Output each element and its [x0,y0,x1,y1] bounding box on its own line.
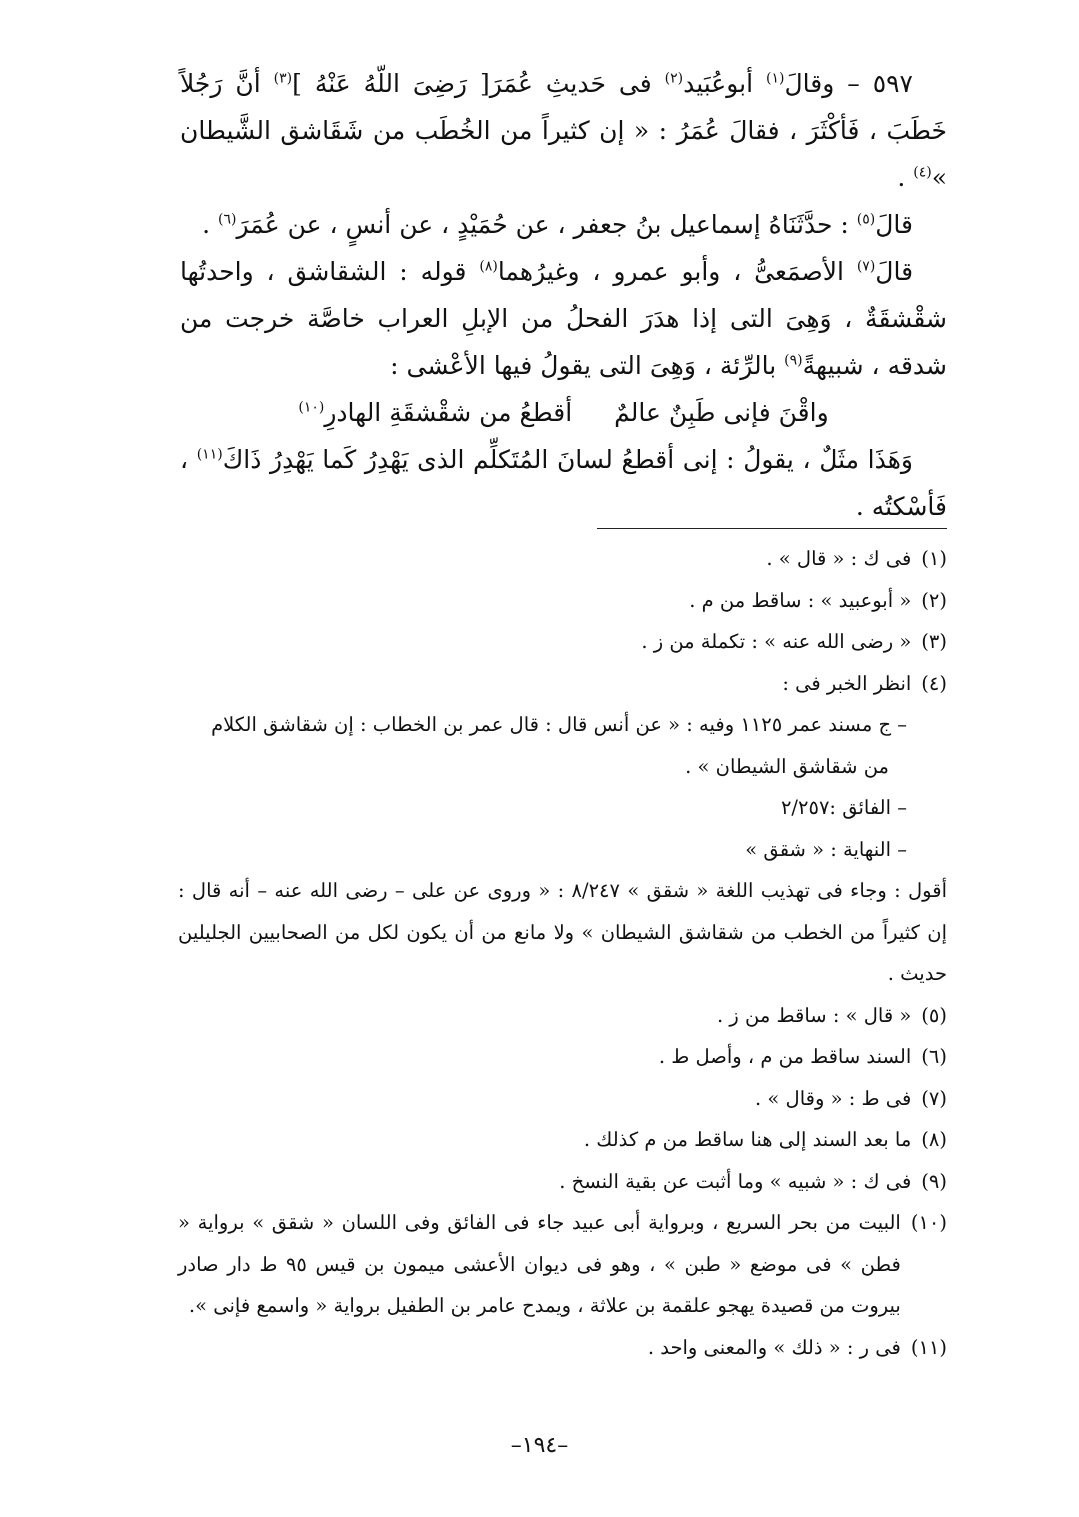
footnote-number: (٦) [921,1045,947,1068]
footnote-number: (١٠) [910,1211,947,1234]
isnad-paragraph [180,201,947,248]
footnote-text: « رضى الله عنه » : تكملة من ز . [641,630,912,653]
footnote-ref: (٧) [856,258,876,275]
footnote-11 [178,1327,947,1369]
footnote-number: (١) [921,547,947,570]
footnote-4-source-faiq: – الفائق :٢/٢٥٧ [780,796,907,819]
text-run: ٥٩٧ – وقالَ [784,69,913,98]
text-run: وَهَذَا مثَلٌ ، يقولُ : إنى أقطعُ لسانَ المُتَكلِّم الذى يَهْدِرُ كَما يَهْدِرُ ذَاكَ [222,445,914,474]
verse-second-hemistich-wrap [298,389,572,436]
footnote-4-source-nihaya: – النهاية : « شقق » [745,837,907,861]
footnote-ref: (١١) [196,446,223,463]
text-run: فى حَديثِ عُمَرَ[ رَضِىَ اللّهُ عَنْهُ ] [292,69,665,98]
footnote-number: (٥) [921,1003,947,1027]
footnote-number: (٧) [921,1086,947,1110]
verse-first-hemistich: واقْنَ فإنى طَبِنٌ عالمٌ [614,398,829,427]
footnote-number: (٢) [921,588,947,612]
footnote-ref: (٢) [664,70,684,87]
footnote-text: « قال » : ساقط من ز . [717,1003,912,1027]
footnote-number: (٩) [921,1169,947,1193]
commentary-paragraph [180,248,947,389]
footnote-1 [178,538,947,580]
footnote-ref: (٥) [856,211,876,228]
footnote-4 [178,663,947,705]
text-run: أبوعُبَيد [683,69,766,98]
footnote-6 [178,1036,947,1078]
text-run: قالَ [875,257,914,286]
footnote-7 [178,1078,947,1120]
text-run: قالَ [875,210,913,239]
footnote-ref: (٦) [217,211,237,228]
footnotes [178,538,947,1368]
footnote-4-source-musnad: – ج مسند عمر ١١٢٥ وفيه : « عن أنس قال : قال عمر بن الخطاب : إن شقاشق الكلام [211,713,907,736]
verse-second-hemistich: أقطعُ من شقْشقَةِ الهادرِ [324,398,573,427]
footnote-ref: (١٠) [298,399,325,416]
main-text [180,60,947,530]
footnote-text: البيت من بحر السريع ، وبرواية أبى عبيد جاء فى الفائق وفى اللسان « شقق » برواية « فطن » فى موضع « طبن » ، وهو فى ديوان الأعشى ميمون بن قيس ٩٥ ط دار صادر بيروت من قصيدة يهجو علقمة بن علاثة ، ويمدح عامر بن الطفيل برواية « واسمع فإنى ». [178,1211,901,1317]
text-run: . [202,210,218,239]
page-number: –١٩٤– [510,1433,569,1458]
text-run: بالرِّئة ، وَهِىَ التى يقولُ فيها الأعْشى : [390,351,785,380]
footnote-4-source-musnad-cont: من شقاشق الشيطان » . [685,754,889,778]
footnote-4-remark: أقول : وجاء فى تهذيب اللغة « شقق » ٨/٢٤٧ : « وروى عن على – رضى الله عنه – أنه قال : إن كثيراً من الخطب من شقاشق الشيطان » ولا مانع من أن يكون لكل من الصحابيين الجليلين حديث . [178,879,947,985]
explanation-paragraph [180,436,947,530]
footnote-text: فى ك : « قال » . [766,547,912,570]
footnote-separator [597,528,947,529]
footnote-ref: (٤) [913,164,932,181]
footnote-3 [178,621,947,663]
footnote-ref: (٩) [784,352,803,369]
text-run: قوله : الشقاشق ، واحدتُها شقْشقَةٌ ، وَهِىَ التى إذا هدَرَ الفحلُ من الإبلِ العراب خاصَّة خرجت من شدقه ، شبيهةً [180,257,947,380]
footnote-text: « أبوعبيد » : ساقط من م . [689,588,912,612]
footnote-text: انظر الخبر فى : [782,671,912,695]
poetry-verse [180,389,947,436]
text-run: الأصمَعىُّ ، وأبو عمرو ، وغيرُهما [497,257,857,286]
footnote-ref: (١) [766,70,785,87]
footnote-text: فى ر : « ذلك » والمعنى واحد . [647,1335,901,1359]
footnote-text: ما بعد السند إلى هنا ساقط من م كذلك . [583,1128,912,1151]
text-run: . [897,163,914,192]
footnote-text: فى ط : « وقال » . [755,1086,912,1110]
footnote-ref: (٨) [479,258,498,275]
footnote-10 [178,1202,947,1327]
footnote-ref: (٣) [273,70,293,87]
footnote-number: (١١) [910,1335,947,1359]
footnote-8 [178,1119,947,1161]
footnote-text: فى ك : « شبيه » وما أثبت عن بقية النسخ . [559,1169,912,1193]
footnote-number: (٨) [921,1128,947,1151]
entry-paragraph [180,60,947,201]
footnote-number: (٤) [921,671,947,695]
footnote-number: (٣) [921,630,947,653]
footnote-9 [178,1161,947,1203]
text-run: : حدَّثَنَاهُ إسماعيل بنُ جعفر ، عن حُمَيْدٍ ، عن أنسٍ ، عن عُمَرَ [236,210,857,239]
text-run: أنَّ رَجُلاً خَطَبَ ، فَأكْثَرَ ، فقالَ عُمَرُ : « إن كثيراً من الخُطَب من شَقَاشق الشَّيطان » [180,69,947,192]
footnote-text: السند ساقط من م ، وأصل ط . [658,1045,912,1068]
footnote-5 [178,995,947,1037]
text-run: ، فَأسْكتُه . [180,445,947,521]
footnote-2 [178,580,947,622]
